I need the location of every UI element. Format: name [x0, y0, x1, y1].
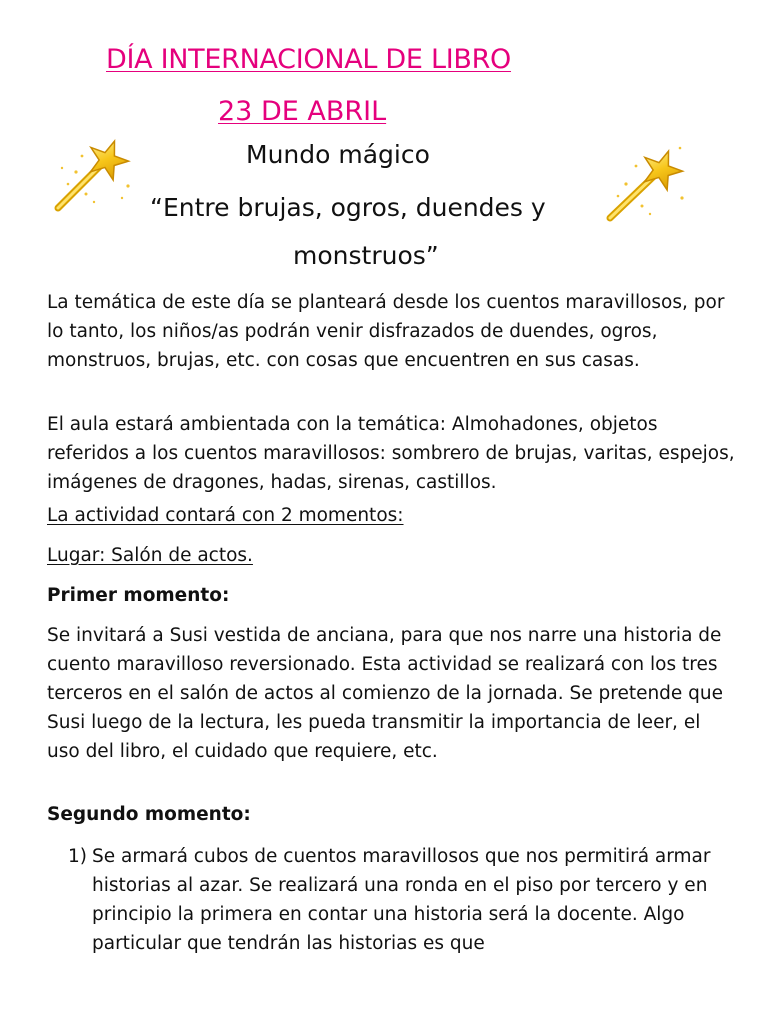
paragraph-3: [47, 621, 737, 766]
second-moment-heading: Segundo momento:: [47, 804, 251, 825]
title-line-2: 23 DE ABRIL: [218, 96, 387, 127]
subtitle-line-3: monstruos”: [293, 241, 439, 270]
place-line: Lugar: Salón de actos.: [47, 545, 253, 566]
subtitle-line-1: Mundo mágico: [246, 140, 430, 169]
paragraph-2: [47, 410, 737, 497]
paragraph-1: [47, 288, 737, 375]
subtitle-line-2: “Entre brujas, ogros, duendes y: [150, 193, 546, 222]
magic-wand-icon: [42, 132, 138, 228]
paragraph-2-text: El aula estará ambientada con la temática: Almohadones, objetos referidos a los cuentos maravillosos: sombrero de brujas, varitas, espejos, imágenes de dragones, hadas, sirenas, castillos.: [47, 414, 735, 493]
paragraph-1-text: La temática de este día se planteará desde los cuentos maravillosos, por lo tanto, los niños/as podrán venir disfrazados de duendes, ogros, monstruos, brujas, etc. con cosas que encuentren en sus casas.: [47, 292, 725, 371]
list-item-text: Se armará cubos de cuentos maravillosos que nos permitirá armar historias al azar. Se realizará una ronda en el piso por tercero y en principio la primera en contar una historia será la docente. Algo particular que tendrán las historias es que: [92, 846, 711, 954]
magic-wand-icon: [596, 136, 692, 232]
paragraph-3-text: Se invitará a Susi vestida de anciana, para que nos narre una historia de cuento maravilloso reversionado. Esta actividad se realizará con los tres terceros en el salón de actos al comienzo de la jornada. Se pretende que Susi luego de la lectura, les pueda transmitir la importancia de leer, el uso del libro, el cuidado que requiere, etc.: [47, 625, 724, 762]
moments-line: La actividad contará con 2 momentos:: [47, 505, 404, 526]
list-item-number: 1): [68, 846, 87, 867]
title-line-1: DÍA INTERNACIONAL DE LIBRO: [106, 44, 512, 75]
numbered-list: [68, 842, 738, 958]
first-moment-heading: Primer momento:: [47, 585, 230, 606]
